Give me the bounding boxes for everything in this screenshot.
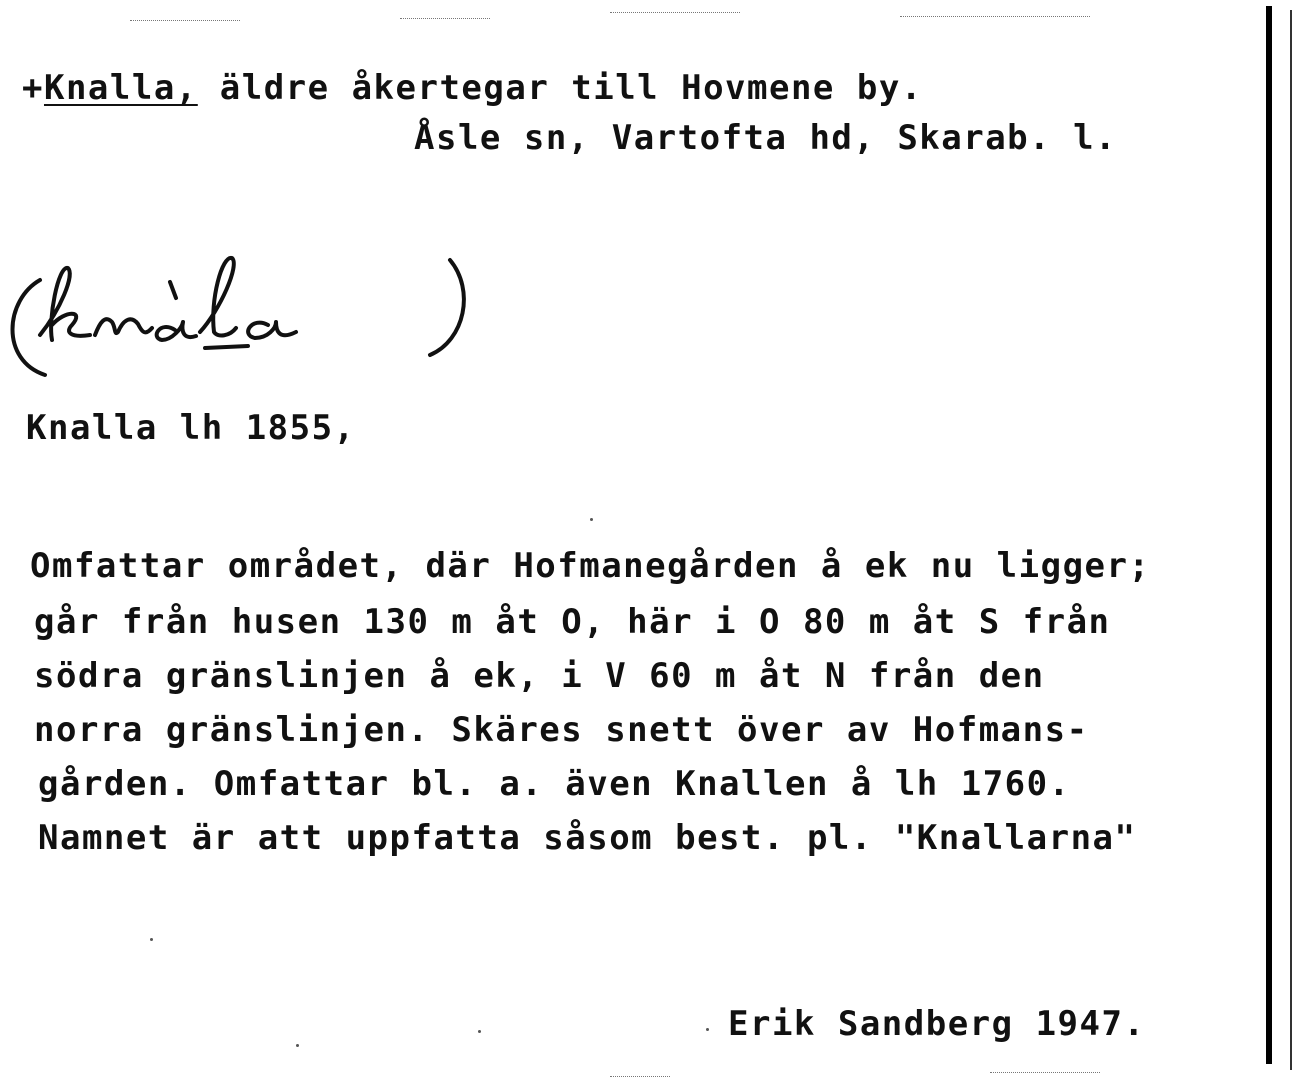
scan-speck xyxy=(296,1044,299,1047)
body-line: går från husen 130 m åt O, här i O 80 m åt S från xyxy=(34,602,1111,642)
headword: Knalla, xyxy=(43,68,198,108)
body-line: Namnet är att uppfatta såsom best. pl. "Knallarna" xyxy=(38,818,1137,858)
card-right-border xyxy=(1266,6,1272,1064)
scan-speck xyxy=(150,938,153,941)
bottom-edge-dots xyxy=(610,1076,670,1078)
scan-speck xyxy=(478,1030,481,1033)
body-line: Omfattar området, där Hofmanegården å ek nu ligger; xyxy=(30,546,1151,586)
top-edge-dots xyxy=(610,12,740,14)
header-line-2: Åsle sn, Vartofta hd, Skarab. l. xyxy=(414,118,1118,158)
body-line: gården. Omfattar bl. a. även Knallen å lh 1760. xyxy=(38,764,1071,804)
body-line: norra gränslinjen. Skäres snett över av Hofmans- xyxy=(34,710,1089,750)
body-line: södra gränslinjen å ek, i V 60 m åt N från den xyxy=(34,656,1045,696)
bottom-edge-dots xyxy=(990,1072,1100,1074)
scan-speck xyxy=(706,1028,709,1031)
scan-speck xyxy=(590,518,593,521)
handwritten-pronunciation xyxy=(0,240,500,390)
top-edge-dots xyxy=(400,18,490,20)
source-reference: Knalla lh 1855, xyxy=(26,408,356,448)
top-edge-dots xyxy=(900,16,1090,18)
header-description: äldre åkertegar till Hovmene by. xyxy=(197,68,923,108)
addition-marker: + xyxy=(22,68,44,108)
top-edge-dots xyxy=(130,20,240,22)
header-line-1 xyxy=(22,68,923,108)
signature: Erik Sandberg 1947. xyxy=(728,1004,1146,1044)
card-right-border-thin xyxy=(1290,10,1292,1070)
